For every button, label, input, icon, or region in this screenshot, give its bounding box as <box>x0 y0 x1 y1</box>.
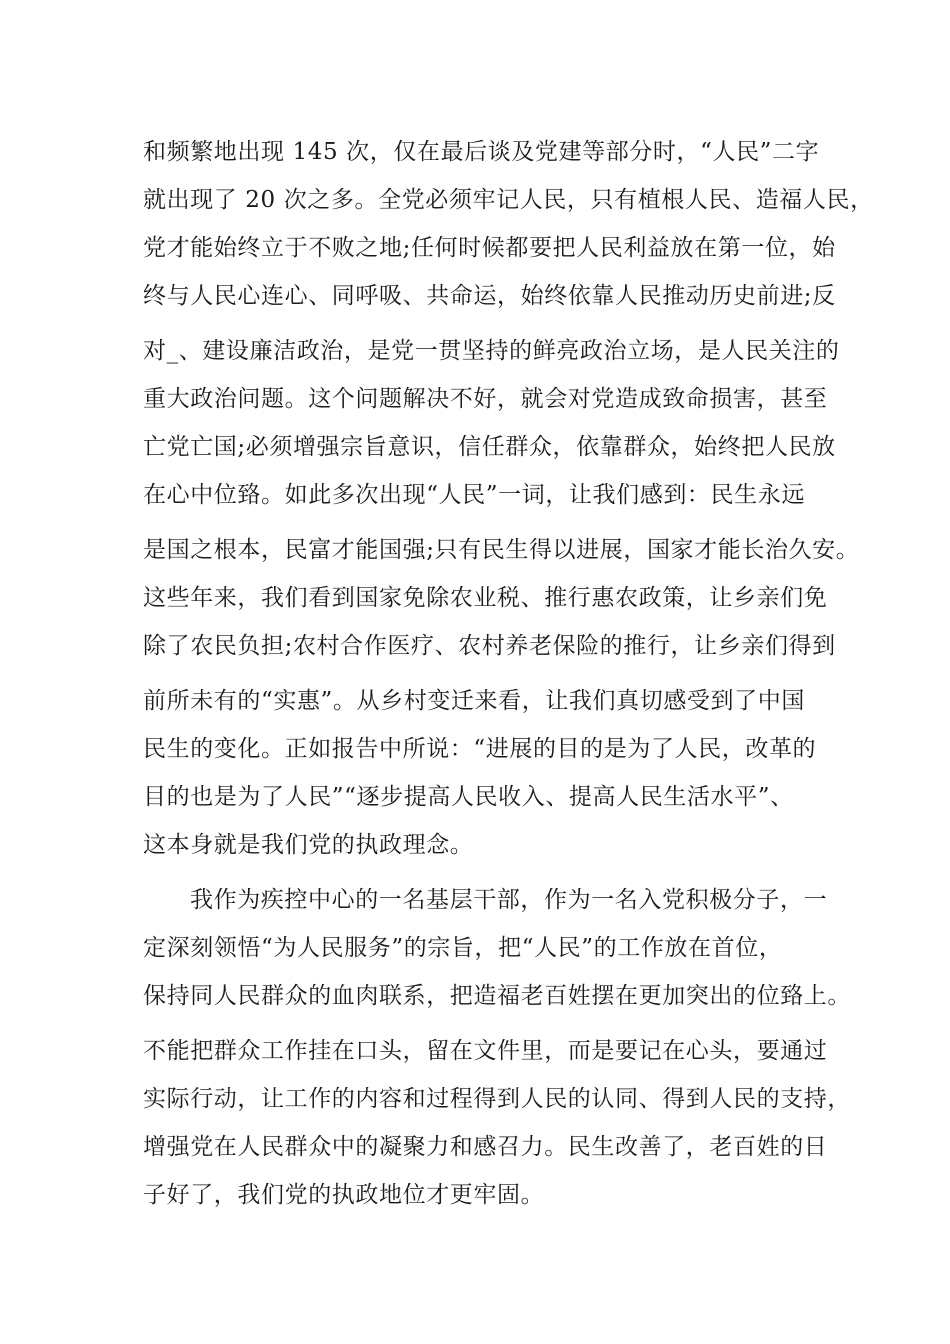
text-line: 子好了，我们党的执政地位才更牢固。 <box>143 1182 545 1208</box>
text-line: 除了农民负担;农村合作医疗、农村养老保险的推行，让乡亲们得到 <box>143 633 836 659</box>
text-line: 实际行动，让工作的内容和过程得到人民的认同、得到人民的支持， <box>143 1086 851 1112</box>
text-line: 定深刻领悟“为人民服务”的宗旨，把“人民”的工作放在首位， <box>143 935 783 961</box>
text-line: 就出现了 20 次之多。全党必须牢记人民，只有植根人民、造福人民， <box>143 187 874 213</box>
text-line: 目的也是为了人民”“逐步提高人民收入、提高人民生活水平”、 <box>143 784 794 810</box>
text-line: 终与人民心连心、同呼吸、共命运，始终依靠人民推动历史前进;反 <box>143 283 836 309</box>
text-line: 在心中位臵。如此多次出现“人民”一词，让我们感到：民生永远 <box>143 482 805 508</box>
text-line: 重大政治问题。这个问题解决不好，就会对党造成致命损害，甚至 <box>143 386 828 412</box>
text-line: 党才能始终立于不败之地;任何时候都要把人民利益放在第一位，始 <box>143 235 836 261</box>
text-line: 和频繁地出现 145 次，仅在最后谈及党建等部分时，“人民”二字 <box>143 139 820 165</box>
text-line: 对_、建设廉洁政治，是党一贯坚持的鲜亮政治立场，是人民关注的 <box>143 338 840 364</box>
text-line: 这本身就是我们党的执政理念。 <box>143 832 474 858</box>
text-line: 保持同人民群众的血肉联系，把造福老百姓摆在更加突出的位臵上。 <box>143 983 851 1009</box>
text-line: 不能把群众工作挂在口头，留在文件里，而是要记在心头，要通过 <box>143 1038 828 1064</box>
text-line: 亡党亡国;必须增强宗旨意识，信任群众，依靠群众，始终把人民放 <box>143 434 836 460</box>
text-line: 民生的变化。正如报告中所说：“进展的目的是为了人民，改革的 <box>143 736 817 762</box>
text-line: 增强党在人民群众中的凝聚力和感召力。民生改善了，老百姓的日 <box>143 1134 828 1160</box>
paragraph-first-line: 我作为疾控中心的一名基层干部，作为一名入党积极分子，一 <box>190 887 828 913</box>
text-line: 前所未有的“实惠”。从乡村变迁来看，让我们真切感受到了中国 <box>143 688 805 714</box>
text-line: 是国之根本，民富才能国强;只有民生得以进展，国家才能长治久安。 <box>143 537 860 563</box>
text-line: 这些年来，我们看到国家免除农业税、推行惠农政策，让乡亲们免 <box>143 585 828 611</box>
